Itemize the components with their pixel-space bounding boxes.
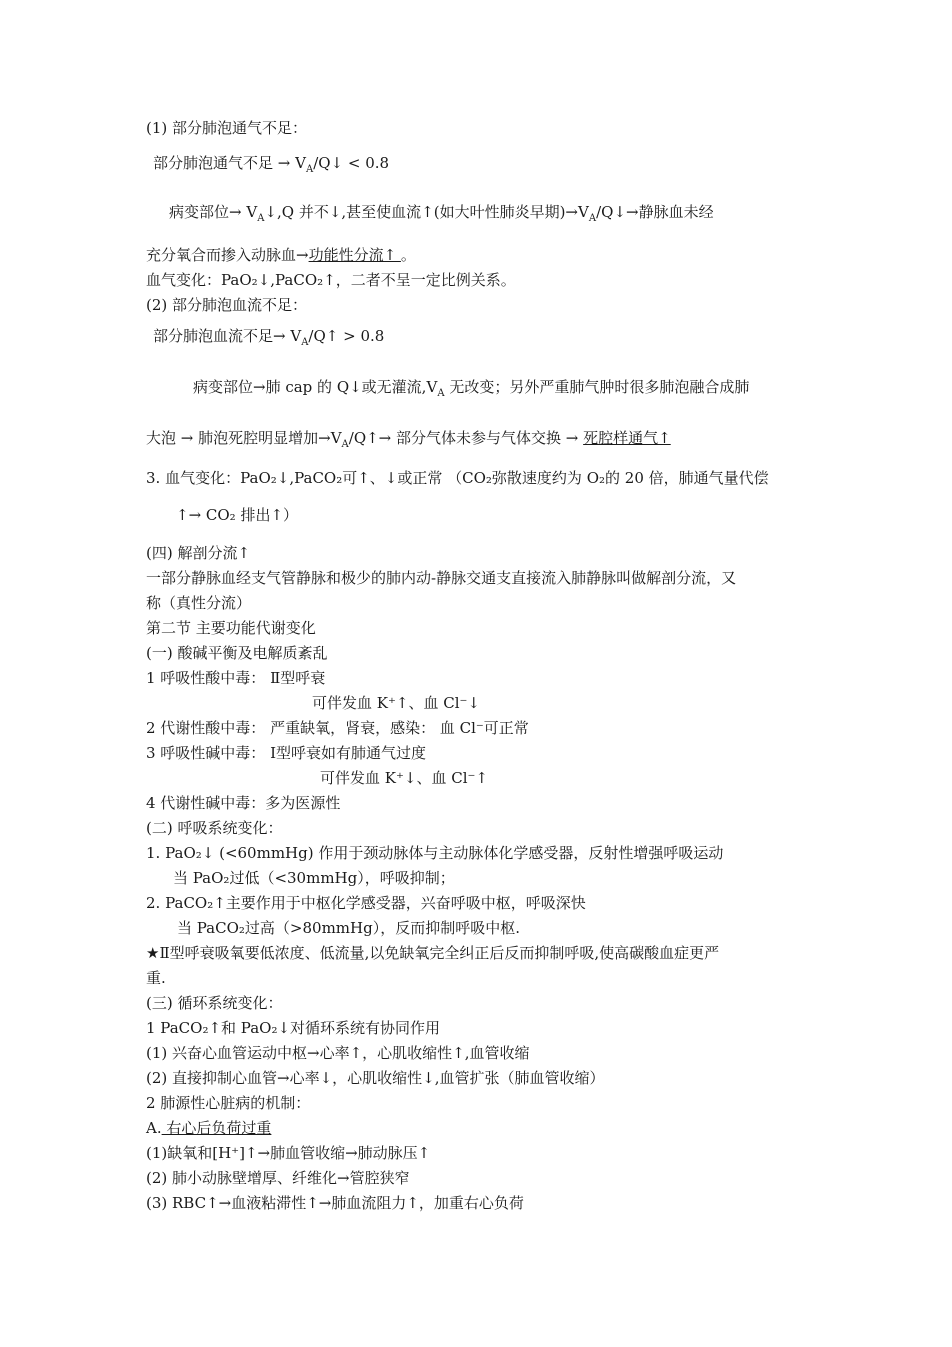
line-24: 1. PaO₂↓ (<60mmHg) 作用于颈动脉体与主动脉体化学感受器，反射性增强呼吸运动 (146, 844, 724, 862)
line-3: 病变部位→ $V_A↓,Q$ 并不↓,甚至使血流↑(如大叶性肺炎早期)$\to V_A/Q↓\to$静脉血未经 (169, 203, 714, 224)
line-16: (一) 酸碱平衡及电解质紊乱 (146, 644, 328, 662)
dead-space-ventilation-underlined: 死腔样通气↑ (583, 429, 671, 447)
line-11: ↑→ CO₂ 排出↑） (176, 506, 299, 524)
line-15: 第二节 主要功能代谢变化 (146, 619, 316, 637)
line-34: 2 肺源性心脏病的机制： (146, 1094, 311, 1112)
line-32: (1) 兴奋心血管运动中枢→心率↑，心肌收缩性↑,血管收缩 (146, 1044, 530, 1062)
line-37: (2) 肺小动脉壁增厚、纤维化→管腔狭窄 (146, 1169, 410, 1187)
line-25: 当 PaO₂过低（<30mmHg），呼吸抑制； (173, 869, 455, 887)
line-1: (1) 部分肺泡通气不足： (146, 119, 308, 137)
line-4-text: 充分氧合而掺入动脉血→ (146, 246, 309, 264)
line-8: 病变部位→肺 cap 的 Q↓或无灌流$,V_A$ 无改变；另外严重肺气肿时很多肺泡融合成肺 (193, 378, 750, 399)
line-12: (四) 解剖分流↑ (146, 544, 251, 562)
line-35-label: A. (146, 1119, 162, 1137)
line-19: 2 代谢性酸中毒： 严重缺氧，肾衰，感染： 血 Cl⁻可正常 (146, 719, 529, 737)
line-9 (146, 428, 671, 448)
right-heart-afterload-underlined: 右心后负荷过重 (161, 1119, 272, 1137)
line-36: (1)缺氧和[H⁺]↑→肺血管收缩→肺动脉压↑ (146, 1144, 431, 1162)
line-14: 称（真性分流） (146, 594, 252, 612)
line-21: 可伴发血 K⁺↓、血 Cl⁻↑ (320, 769, 488, 787)
line-18: 可伴发血 K⁺↑、血 Cl⁻↓ (312, 694, 480, 712)
line-7: 部分肺泡血流不足→ $V_A/Q↑ > 0.8$ (153, 327, 385, 348)
line-27: 当 PaCO₂过高（>80mmHg），反而抑制呼吸中枢. (177, 919, 520, 937)
line-38: (3) RBC↑→血液粘滞性↑→肺血流阻力↑，加重右心负荷 (146, 1194, 524, 1212)
line-4-end: 。 (400, 246, 416, 264)
line-29: 重. (146, 969, 166, 987)
line-33: (2) 直接抑制心血管→心率↓，心肌收缩性↓,血管扩张（肺血管收缩） (146, 1069, 605, 1087)
line-35 (146, 1118, 271, 1138)
line-9-text: 大泡 → 肺泡死腔明显增加$\to V_A/Q↑\to$ 部分气体未参与气体交换 → (146, 429, 584, 450)
line-22: 4 代谢性碱中毒：多为医源性 (146, 794, 341, 812)
line-26: 2. PaCO₂↑主要作用于中枢化学感受器，兴奋呼吸中枢，呼吸深快 (146, 894, 586, 912)
line-13: 一部分静脉血经支气管静脉和极少的肺内动-静脉交通支直接流入肺静脉叫做解剖分流，又 (146, 569, 737, 587)
line-31: 1 PaCO₂↑和 PaO₂↓对循环系统有协同作用 (146, 1019, 441, 1037)
line-17: 1 呼吸性酸中毒： Ⅱ型呼衰 (146, 669, 326, 687)
line-2: 部分肺泡通气不足 → $V_A/Q↓ < 0.8$ (153, 154, 390, 175)
line-30: (三) 循环系统变化： (146, 994, 283, 1012)
line-4 (146, 245, 416, 265)
functional-shunt-underlined: 功能性分流↑ (308, 246, 401, 264)
line-23: (二) 呼吸系统变化： (146, 819, 283, 837)
line-20: 3 呼吸性碱中毒： Ⅰ型呼衰如有肺通气过度 (146, 744, 427, 762)
line-6: (2) 部分肺泡血流不足： (146, 296, 308, 314)
line-28: ★Ⅱ型呼衰吸氧要低浓度、低流量,以免缺氧完全纠正后反而抑制呼吸,使高碳酸血症更严 (146, 944, 720, 962)
line-10: 3. 血气变化：PaO₂↓,PaCO₂可↑、↓或正常 （CO₂弥散速度约为 O₂的 20 倍，肺通气量代偿 (146, 469, 769, 487)
line-5: 血气变化：PaO₂↓,PaCO₂↑，二者不呈一定比例关系。 (146, 271, 516, 289)
